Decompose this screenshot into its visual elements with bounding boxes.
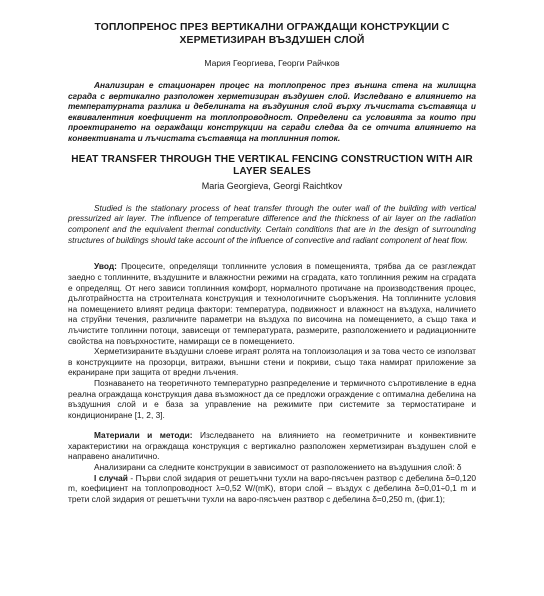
case-1-paragraph [68,473,476,505]
intro-paragraph-1 [68,261,476,346]
intro-paragraph-3: Познаването на теоретичното температурно разпределение и термичното съпротивление в една реална ограждаща конструкция дава възможност да се предложи ограждение с оптимална дебелина на въздушния слой и е база за управление на режимите при системите за термостатиране и кондициониране [1, 2, 3]. [68,377,476,420]
abstract-bg: Анализиран е стационарен процес на топлопренос през външна стена на жилищна сграда с вертикално разположен херметизиран въздушен слой. Изследвано е влиянието на температурната разлика и дебелината на въздушния слой върху лъчистата съставяща и еквивалентния коефициент на топлопроводност. Определени са условията за които при проектирането на ограждащи конструкции на сгради следва да се отчита влиянието на конвективната и лъчистата съставяща на топлинния поток. [68,80,476,143]
case-1-heading: I случай [94,472,128,483]
methods-text-1: Изследването на влиянието на геометричните и конвективните характеристики на ограждаща конструкция с вертикално разположен херметизиран въздушен слой е направено аналитично. [68,430,476,462]
intro-heading: Увод: [94,261,117,272]
intro-paragraph-2: Херметизираните въздушни слоеве играят ролята на топлоизолация и за това често се използват в конструкциите на прозорци, витражи, външни стени и покриви, също така намират приложение за екраниране при защита от вредни лъчения. [68,346,476,378]
authors-en: Maria Georgieva, Georgi Raichtkov [201,180,343,191]
methods-paragraph-2: Анализирани са следните конструкции в зависимост от разположението на въздушния слой: δ [94,462,462,473]
abstract-en: Studied is the stationary process of heat transfer through the outer wall of the building with vertical pressurized air layer. The influence of temperature difference and the thickness of air layer on the radiation component and the equivalent thermal conductivity. Certain conditions that are in the design of surrounding structures of buildings should take account of the influence of convective and radiant component of heat flow. [68,202,476,245]
case-1-text: - Първи слой зидария от решетъчни тухли на варо-пясъчен разтвор с дебелина δ=0,120 m, коефициент на топлопроводност λ=0,52 W/(mK), втори слой – въздух с дебелина δ=0,01÷0,1 m и трети слой зидария от решетъчни тухли на варо-пясъчен разтвор с дебелина δ=0,250 m, (фиг.1); [68,472,476,504]
methods-heading: Материали и методи: [94,430,193,441]
paper-title-en: HEAT TRANSFER THROUGH THE VERTIKAL FENCING CONSTRUCTION WITH AIR LAYER SEALES [71,153,473,178]
intro-text-1: Процесите, определящи топлинните условия в помещенията, трябва да се разглеждат заедно с топлинните, въздушните и влажностни режими на сградата, като топлинния режим на сградата е определящ. От него зависи топлинния комфорт, нормалното протичане на производствения процес, дълготрайността на строителната конструкция и технологичните съоръжения. На топлинните условия на помещението влияят редица фактори: температура, подвижност и влажност на въздуха, наличието на струйни течения, различните параметри на въздуха по височина на помещението, а също така и лъчистите топлинни потоци, зависещи от температурата, размерите, разположението и радиационните свойства на повърхностите, намиращи се в помещението. [68,261,476,346]
paper-title-bg: ТОПЛОПРЕНОС ПРЕЗ ВЕРТИКАЛНИ ОГРАЖДАЩИ КОНСТРУКЦИИ С ХЕРМЕТИЗИРАН ВЪЗДУШЕН СЛОЙ [94,22,450,46]
authors-bg: Мария Георгиева, Георги Райчков [204,58,340,68]
methods-section [68,430,476,504]
intro-section [68,261,476,420]
methods-paragraph-1 [68,430,476,462]
